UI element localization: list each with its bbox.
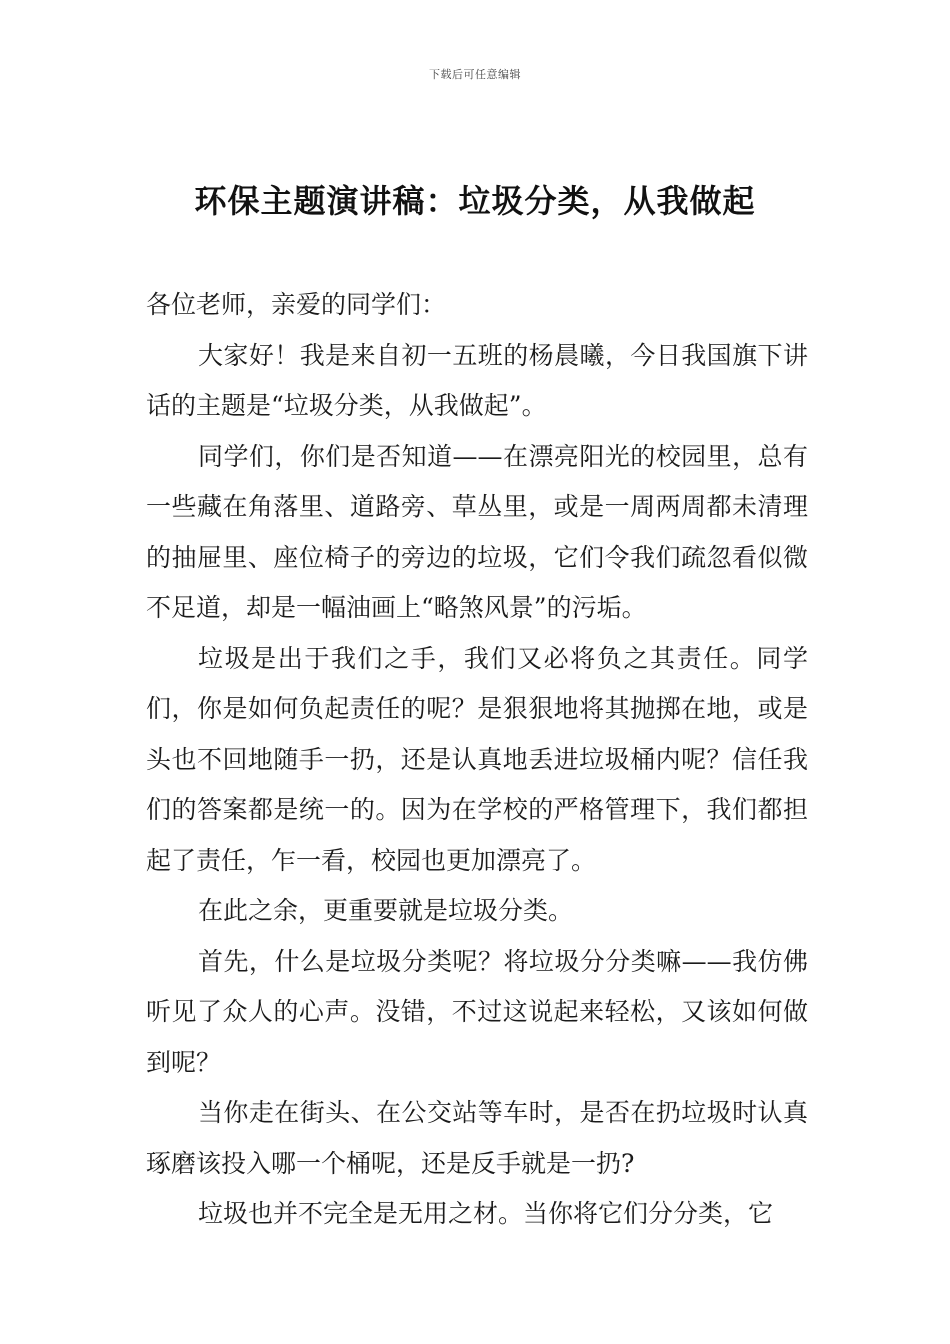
paragraph: 大家好！我是来自初一五班的杨晨曦，今日我国旗下讲话的主题是“垃圾分类，从我做起”。 — [146, 340, 808, 420]
paragraph: 垃圾是出于我们之手，我们又必将负之其责任。同学们，你是如何负起责任的呢？是狠狠地将其抛掷在地，或是头也不回地随手一扔，还是认真地丢进垃圾桶内呢？信任我们的答案都是统一的。因为在学校的严格管理下，我们都担起了责任，乍一看，校园也更加漂亮了。 — [146, 643, 808, 875]
document-title: 环保主题演讲稿：垃圾分类，从我做起 — [194, 182, 756, 220]
document-body — [146, 280, 808, 1240]
paragraph: 首先，什么是垃圾分类呢？将垃圾分分类嘛——我仿佛听见了众人的心声。没错，不过这说起来轻松，又该如何做到呢？ — [146, 946, 808, 1077]
paragraph: 在此之余，更重要就是垃圾分类。 — [198, 896, 574, 925]
salutation: 各位老师，亲爱的同学们： — [146, 290, 447, 319]
header-note: 下载后可任意编辑 — [429, 68, 521, 81]
paragraph: 同学们，你们是否知道——在漂亮阳光的校园里，总有一些藏在角落里、道路旁、草丛里，或是一周两周都未清理的抽屉里、座位椅子的旁边的垃圾，它们令我们疏忽看似微不足道，却是一幅油画上“略煞风景”的污垢。 — [146, 441, 808, 622]
paragraph: 当你走在街头、在公交站等车时，是否在扔垃圾时认真琢磨该投入哪一个桶呢，还是反手就是一扔? — [146, 1098, 808, 1178]
paragraph: 垃圾也并不完全是无用之材。当你将它们分分类，它 — [198, 1199, 774, 1228]
